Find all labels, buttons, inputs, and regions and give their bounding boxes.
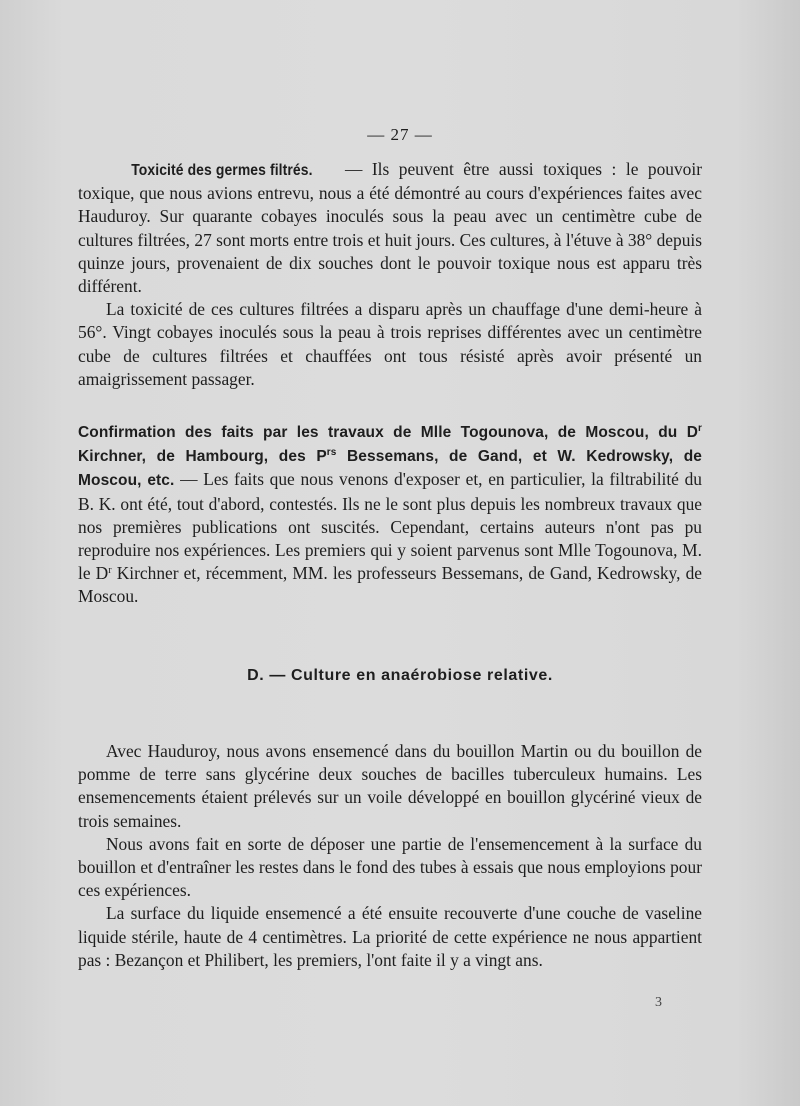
paragraph-culture-3: La surface du liquide ensemencé a été ensuite recouverte d'une couche de vaseline liquide stérile, haute de 4 centimètres. La priorité de cette expérience ne nous appartient pas : Bezançon et Philibert, les premiers, l'ont faite il y a vingt ans.	[78, 903, 702, 970]
section-confirmation	[78, 420, 702, 609]
section-culture	[78, 740, 702, 972]
paragraph-text-a: — Les faits que nous venons d'exposer et, en particulier, la filtrabilité du B. K. ont été, tout d'abord, contestés. Ils ne le sont plus depuis les nombreux travaux que nos premières publications ont suscités. Cependant, certains auteurs n'ont pas pu reproduire nos expériences. Les premiers qui y soient parvenus sont Mlle Togounova, M. le D	[78, 469, 702, 584]
paragraph-culture-1: Avec Hauduroy, nous avons ensemencé dans du bouillon Martin ou du bouillon de pomme de terre sans glycérine deux souches de bacilles tuberculeux humains. Les ensemencements étaient prélevés sur un voile développé en bouillon glycériné vieux de trois semaines.	[78, 741, 702, 831]
paragraph-toxicite-1	[78, 158, 702, 298]
section-toxicite	[78, 158, 702, 391]
heading-part-b: Kirchner, de Hambourg, des P	[78, 448, 327, 466]
heading-sup-prs: rs	[326, 447, 337, 459]
paragraph-text-b: Kirchner et, récemment, MM. les professeurs Bessemans, de Gand, Kedrowsky, de Moscou.	[78, 563, 702, 607]
heading-part-a: Confirmation des faits par les travaux de Mlle Togounova, de Moscou, du D	[78, 424, 698, 441]
paragraph-culture-2: Nous avons fait en sorte de déposer une partie de l'ensemencement à la surface du bouillon et d'entraîner les restes dans le fond des tubes à essais que nous employions pour ces expériences.	[78, 833, 702, 901]
page-number: — 27 —	[367, 125, 433, 144]
heading-part-c: Bessemans, de Gand, et W. Kedrowsky, de Moscou, etc.	[78, 448, 702, 490]
text-sup-dr: r	[108, 565, 112, 577]
paragraph-toxicite-2: La toxicité de ces cultures filtrées a disparu après un chauffage d'une demi-heure à 56°. Vingt cobayes inoculés sous la peau à trois reprises différentes avec un centimètre cube de cultures filtrées et chauffées ont tous résisté après avoir présenté un amaigrissement passager.	[78, 299, 702, 389]
heading-sup-dr: r	[698, 423, 702, 434]
signature-mark: 3	[655, 995, 662, 1010]
run-in-heading-toxicite: Toxicité des germes filtrés.	[131, 162, 313, 179]
paragraph-text: — Ils peuvent être aussi toxiques : le pouvoir toxique, que nous avions entrevu, nous a été démontré au cours d'expériences faites avec Hauduroy. Sur quarante cobayes inoculés sous la peau avec un centimètre cube de cultures filtrées, 27 sont morts entre trois et huit jours. Ces cultures, à l'étuve à 38° depuis quinze jours, provenaient de dix souches dont le pouvoir toxique nous est apparu très différent.	[78, 159, 702, 297]
section-title-culture: D. — Culture en anaérobiose relative.	[247, 667, 553, 684]
paragraph-confirmation	[78, 420, 702, 609]
